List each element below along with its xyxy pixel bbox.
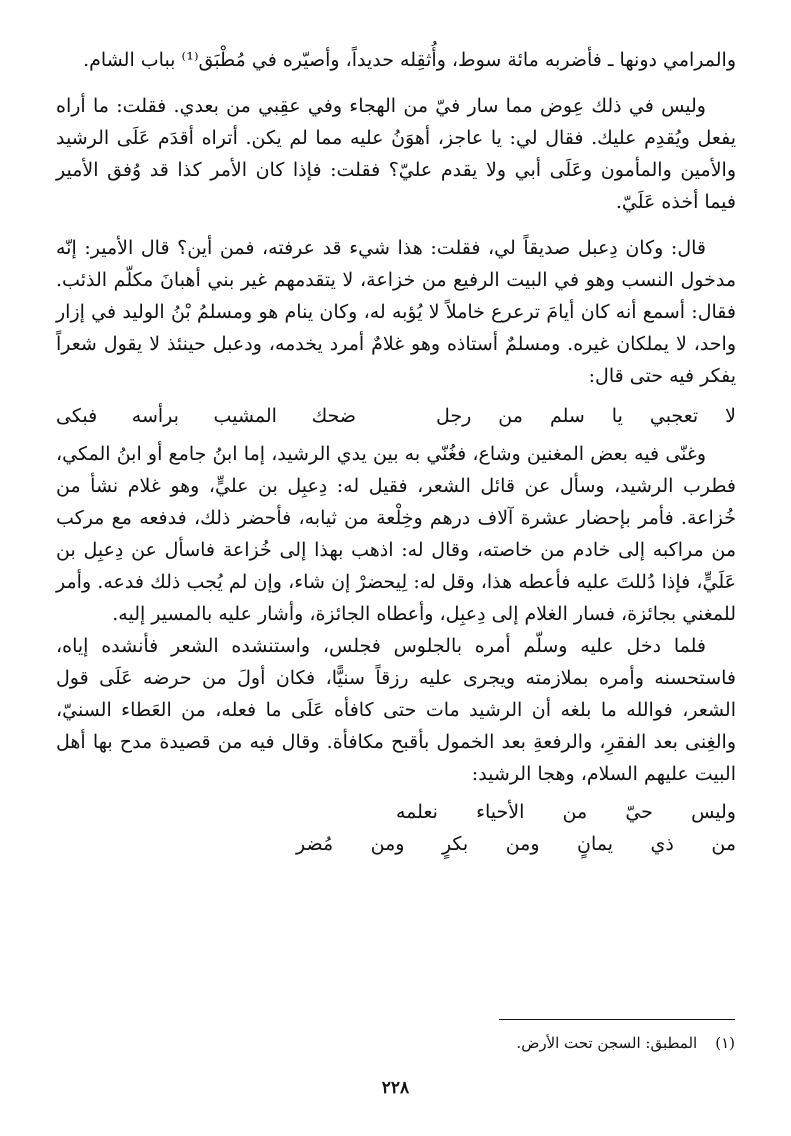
footnote — [516, 1032, 735, 1054]
verse2-line-1: وليس حيّ من الأحياء نعلمه — [396, 801, 736, 823]
paragraph-1: والمرامي دونها ـ فأضربه مائة سوط، وأُثقِله حديداً، وأصيّره في مُطْبَق⁽¹⁾ بباب الشام. — [83, 49, 736, 71]
paragraph-3: قال: وكان دِعبل صديقاً لي، فقلت: هذا شيء قد عرفته، فمن أين؟ قال الأمير: إنّه مدخول النسب وهو في البيت الرفيع من خزاعة، لا يتقدمهم غير بني أهبانَ مكلّم الذئب. فقال: أسمع أنه كان أيامَ ترعرع خاملاً لا يُؤبه له، وكان ينام هو ومسلمُ بْنُ الوليد في إزار واحد، لا يملكان غيره. ومسلمٌ أستاذه وهو غلامٌ أمرد يخدمه، ودعبل حينئذ لا يقول شعراً يفكر فيه حتى قال: — [56, 237, 736, 387]
paragraph-2: وليس في ذلك عِوض مما سار فيّ من الهجاء وفي عقِبي من بعدي. فقلت: ما أراه يفعل ويُقدِم عليك. فقال لي: يا عاجز، أهوَنُ عليه مما لم يكن. أتراه أقدَم عَلَى الرشيد والأمين والمأمون وعَلَى أبي ولا يقدم عليّ؟ فقلت: فإذا كان الأمر كذا قد وُفق الأمير فيما أخذه عَلَيّ. — [56, 95, 736, 213]
verse-block-2 — [56, 796, 736, 860]
footnote-number: (١) — [715, 1034, 735, 1052]
verse-line-1 — [56, 400, 736, 432]
footnote-divider — [499, 1019, 735, 1020]
page-number: ٢٢٨ — [381, 1078, 410, 1098]
footnote-text: المطبق: السجن تحت الأرض. — [516, 1034, 698, 1052]
verse-hemistich-2: ضحك المشيب برأسه فبكى — [56, 405, 356, 427]
verse-hemistich-1: لا تعجبي يا سلم من رجل — [436, 405, 736, 427]
paragraph-4: وغنّى فيه بعض المغنين وشاع، فغُنّي به بين يدي الرشيد، إما ابنُ جامع أو ابنُ المكي، فطرب الرشيد، وسأل عن قائل الشعر، فقيل له: دِعبِل بن عليٍّ، وهو غلام نشأ من خُزاعة. فأمر بإحضار عشرة آلاف درهم وخِلْعة من ثيابه، فأحضر ذلك، فدفعه مع مركب من مراكبه إلى خادم من خاصته، وقال له: اذهب بهذا إلى خُزاعة فاسأل عن دِعبِل بن عَلَيٍّ، فإذا دُللتَ عليه فأعطه هذا، وقل له: لِيحضرْ إن شاء، وإن لم يُجب ذلك فدعه. وأمر للمغني بجائزة، فسار الغلام إلى دِعبِل، وأعطاه الجائزة، وأشار عليه بالمسير إليه. — [56, 443, 736, 625]
verse2-line-2: من ذي يمانٍ ومن بكرٍ ومن مُضر — [296, 833, 736, 855]
paragraph-5: فلما دخل عليه وسلّم أمره بالجلوس فجلس، واستنشده الشعر فأنشده إياه، فاستحسنه وأمره بملازمته ويجرى عليه رزقاً سنيًّا، فكان أولَ من حرضه عَلَى قول الشعر، فوالله ما بلغه أن الرشيد مات حتى كافأه عَلَى ما فعله، من العَطاء السنيّ، والغِنى بعد الفقرِ، والرفعةِ بعد الخمول بأقبح مكافأة. وقال فيه من قصيدة مدح بها أهل البيت عليهم السلام، وهجا الرشيد: — [56, 635, 736, 785]
page-body — [56, 44, 736, 860]
